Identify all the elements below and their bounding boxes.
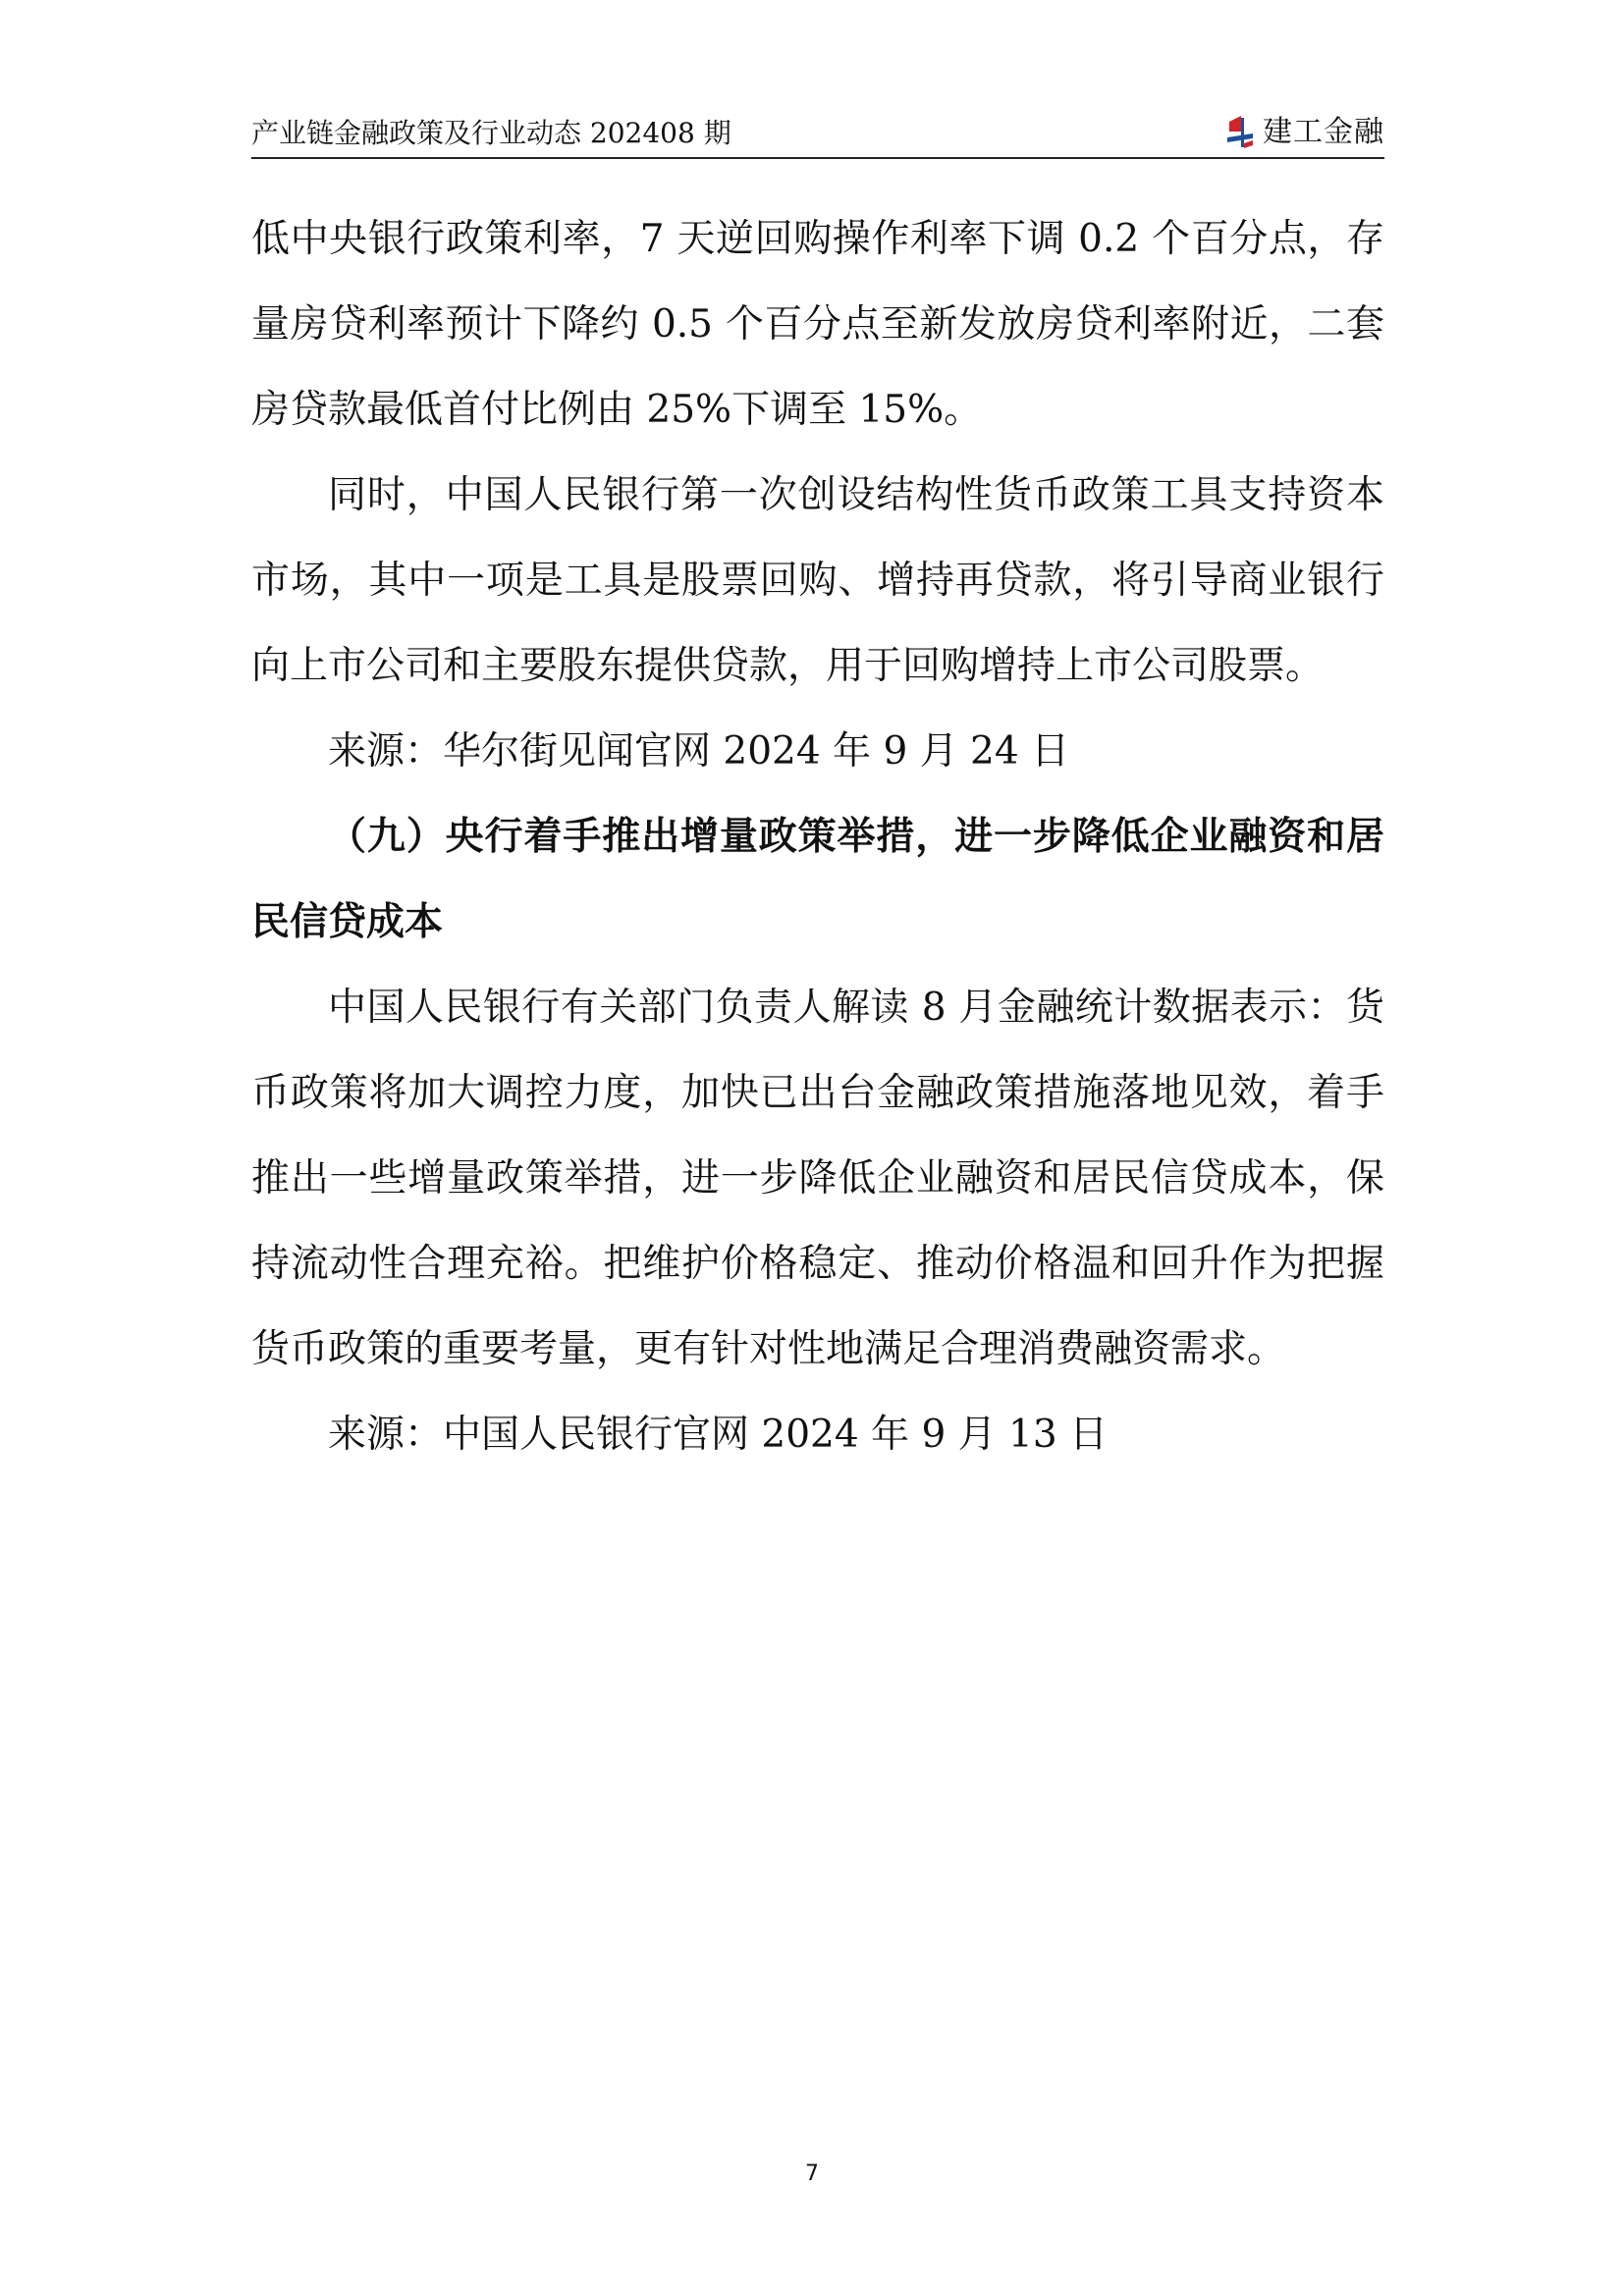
cscec-finance-logo-icon xyxy=(1225,114,1255,151)
page-header xyxy=(251,112,1384,159)
paragraph-structural-tools: 同时，中国人民银行第一次创设结构性货币政策工具支持资本市场，其中一项是工具是股票回购、增持再贷款，将引导商业银行向上市公司和主要股东提供贷款，用于回购增持上市公司股票。 xyxy=(251,473,1384,688)
section-heading: （九）央行着手推出增量政策举措，进一步降低企业融资和居民信贷成本 xyxy=(251,814,1384,944)
source-line: 来源：华尔街见闻官网 2024 年 9 月 24 日 xyxy=(328,729,1070,774)
header-title: 产业链金融政策及行业动态 202408 期 xyxy=(251,117,731,149)
brand-name: 建工金融 xyxy=(1263,115,1384,149)
header-brand xyxy=(1225,114,1384,151)
paragraph-rate-cut: 低中央银行政策利率，7 天逆回购操作利率下调 0.2 个百分点，存量房贷利率预计下降约 0.5 个百分点至新发放房贷利率附近，二套房贷款最低首付比例由 25%下调至 15%。 xyxy=(251,217,1384,432)
source-line: 来源：中国人民银行官网 2024 年 9 月 13 日 xyxy=(328,1413,1109,1457)
document-body xyxy=(251,196,1384,1477)
paragraph-incremental-policy: 中国人民银行有关部门负责人解读 8 月金融统计数据表示：货币政策将加大调控力度，加快已出台金融政策措施落地见效，着手推出一些增量政策举措，进一步降低企业融资和居民信贷成本，保持流动性合理充裕。把维护价格稳定、推动价格温和回升作为把握货币政策的重要考量，更有针对性地满足合理消费融资需求。 xyxy=(251,986,1384,1371)
page-number: 7 xyxy=(805,2162,819,2186)
